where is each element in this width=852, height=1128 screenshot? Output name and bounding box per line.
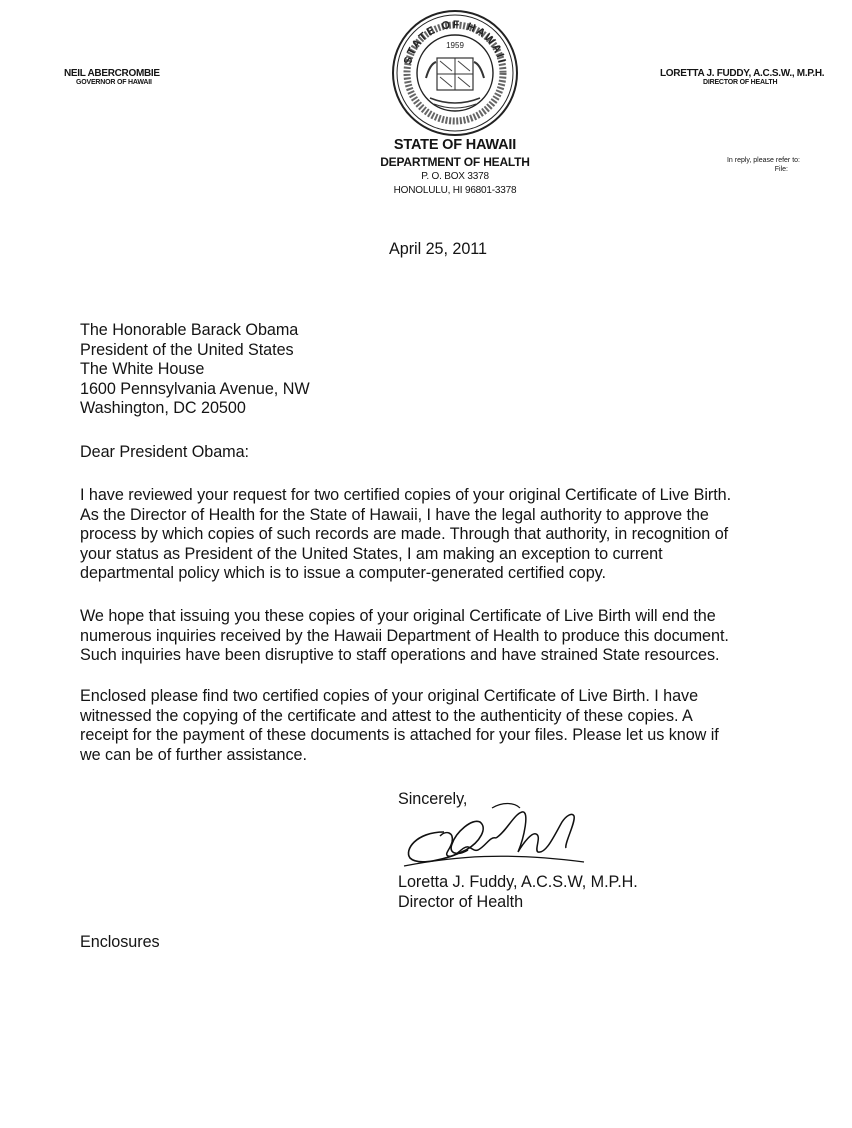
paragraph-line: process by which copies of such records are made. Through that authority, in recognition of [80, 525, 729, 543]
paragraph-line: As the Director of Health for the State of Hawaii, I have the legal authority to approve the [80, 505, 709, 524]
governor-title: GOVERNOR OF HAWAII [76, 79, 152, 86]
paragraph-line: I have reviewed your request for two certified copies of your original Certificate of Live Birth. [80, 486, 732, 504]
letter-date: April 25, 2011 [389, 240, 487, 258]
paragraph-line: We hope that issuing you these copies of your original Certificate of Live Birth will end the [80, 607, 716, 625]
paragraph-line: departmental policy which is to issue a computer-generated certified copy. [80, 564, 606, 582]
signer-title: Director of Health [398, 892, 524, 911]
reply-reference [680, 156, 800, 174]
reply-line-2: File: [774, 166, 788, 173]
governor-name: NEIL ABERCROMBIE [64, 68, 160, 79]
address-line: President of the United States [80, 340, 294, 359]
paragraph-line: witnessed the copying of the certificate and attest to the authenticity of these copies. A [80, 706, 693, 725]
seal-year: 1959 [446, 41, 464, 50]
signature-icon [396, 792, 596, 882]
closing: Sincerely, [398, 790, 468, 808]
signer-name: Loretta J. Fuddy, A.C.S.W, M.P.H. [398, 873, 638, 891]
department-po-box: P. O. BOX 3378 [421, 171, 489, 182]
enclosures: Enclosures [80, 933, 160, 951]
department-city: HONOLULU, HI 96801-3378 [393, 185, 517, 196]
paragraph-line: Such inquiries have been disruptive to staff operations and have strained State resources. [80, 646, 720, 664]
address-line: Washington, DC 20500 [80, 399, 246, 417]
paragraph-line: numerous inquiries received by the Hawaii Department of Health to produce this document. [80, 626, 729, 645]
department-state: STATE OF HAWAII [393, 137, 517, 153]
address-line: The White House [80, 360, 205, 378]
paragraph-line: Enclosed please find two certified copies of your original Certificate of Live Birth. I have [80, 687, 699, 705]
paragraph-line: your status as President of the United States, I am making an exception to current [80, 544, 663, 563]
address-line: The Honorable Barack Obama [80, 321, 299, 339]
paragraph-2 [80, 607, 820, 666]
paragraph-3 [80, 687, 820, 765]
salutation: Dear President Obama: [80, 443, 249, 461]
director-title: DIRECTOR OF HEALTH [703, 79, 778, 86]
seal-text: STATE OF HAWAII [401, 18, 509, 66]
reply-line-1: In reply, please refer to: [726, 157, 800, 164]
inside-address [80, 321, 820, 419]
paragraph-line: we can be of further assistance. [80, 745, 307, 764]
address-line: 1600 Pennsylvania Avenue, NW [80, 379, 310, 398]
department-name: DEPARTMENT OF HEALTH [380, 155, 530, 169]
signer-block [398, 873, 638, 912]
letterhead [0, 0, 852, 210]
paragraph-1 [80, 486, 820, 584]
director-name: LORETTA J. FUDDY, A.C.S.W., M.P.H. [660, 68, 825, 79]
state-seal-icon [390, 8, 520, 138]
paragraph-line: receipt for the payment of these documents is attached for your files. Please let us know if [80, 726, 719, 744]
